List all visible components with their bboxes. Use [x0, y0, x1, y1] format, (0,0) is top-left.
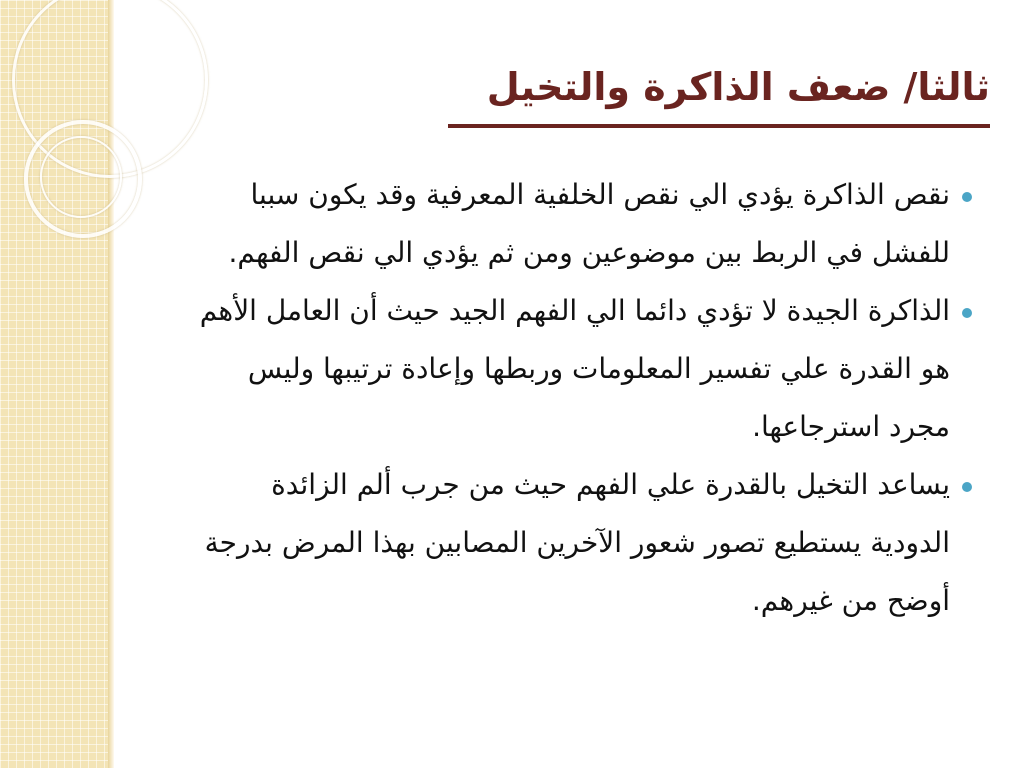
slide-title: ثالثا/ ضعف الذاكرة والتخيل — [486, 65, 990, 109]
bullet-text: الذاكرة الجيدة لا تؤدي دائما الي الفهم الجيد حيث أن العامل الأهم هو القدرة علي تفسير المعلومات وربطها وإعادة ترتيبها وليس مجرد استرجاعها. — [199, 294, 950, 443]
title-underline — [448, 124, 990, 128]
bullet-item — [194, 282, 974, 456]
bullet-dot-icon — [962, 308, 972, 318]
bullet-item — [194, 456, 974, 630]
decorative-ring-small — [40, 136, 122, 218]
bullet-list — [194, 166, 974, 630]
bullet-dot-icon — [962, 192, 972, 202]
bullet-text: نقص الذاكرة يؤدي الي نقص الخلفية المعرفية وقد يكون سببا للفشل في الربط بين موضوعين ومن ثم يؤدي الي نقص الفهم. — [228, 178, 950, 269]
bullet-dot-icon — [962, 482, 972, 492]
bullet-text: يساعد التخيل بالقدرة علي الفهم حيث من جرب ألم الزائدة الدودية يستطيع تصور شعور الآخرين المصابين بهذا المرض بدرجة أوضح من غيرهم. — [204, 468, 950, 617]
bullet-item — [194, 166, 974, 282]
